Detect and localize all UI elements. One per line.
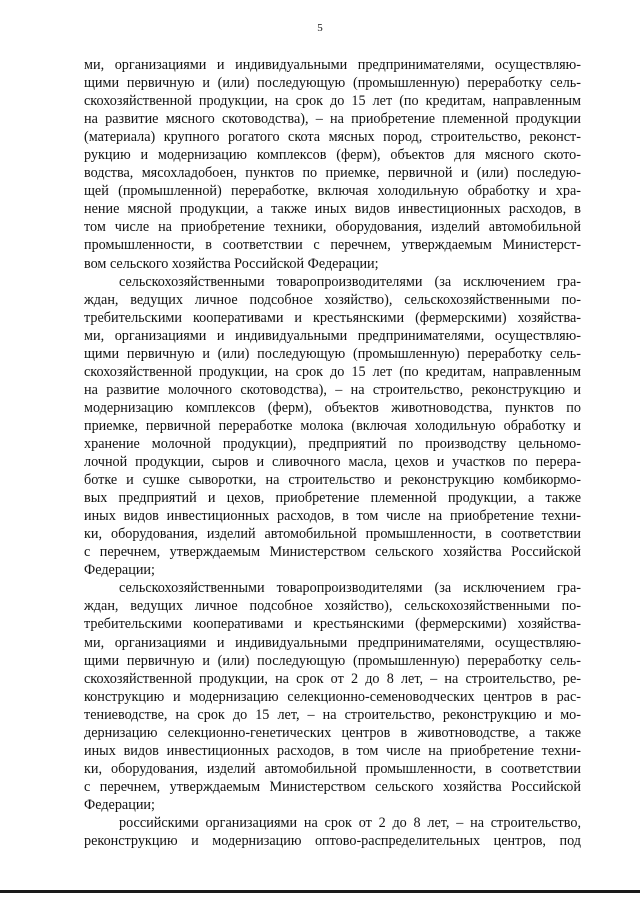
text-line: модернизацию комплексов (ферм), объектов животноводства, пунктов по (84, 399, 581, 416)
text-line: нение мясной продукции, а также иных видов инвестиционных расходов, в (84, 201, 581, 218)
text-line: ми, организациями и индивидуальными предпринимателями, осуществляю- (84, 634, 581, 651)
text-line: водства, мясохладобоен, пунктов по приемке, первичной и (или) последую- (84, 165, 581, 182)
text-line: вом сельского хозяйства Российской Федерации; (84, 255, 379, 272)
text-line: сельскохозяйственными товаропроизводителями (за исключением гра- (119, 273, 581, 290)
text-line: с перечнем, утверждаемым Министерством сельского хозяйства Российской (84, 778, 581, 795)
text-line: щими первичную и (или) последующую (промышленную) переработку сель- (84, 75, 581, 92)
text-line: рукцию и модернизацию комплексов (ферм), объектов для мясного ското- (84, 147, 581, 164)
text-line: ждан, ведущих личное подсобное хозяйство), сельскохозяйственными по- (84, 598, 581, 615)
text-line: том числе на приобретение техники, оборудования, изделий автомобильной (84, 219, 581, 236)
text-line: щей (промышленной) переработке, включая холодильную обработку и хра- (84, 183, 581, 200)
text-line: щими первичную и (или) последующую (промышленную) переработку сель- (84, 652, 581, 669)
text-line: Федерации; (84, 562, 155, 579)
text-line: лочной продукции, сыров и сливочного масла, цехов и участков по перера- (84, 454, 581, 471)
body-text (84, 56, 581, 850)
text-line: иных видов инвестиционных расходов, в том числе на приобретение техни- (84, 742, 581, 759)
text-line: Федерации; (84, 796, 155, 813)
text-line: иных видов инвестиционных расходов, в том числе на приобретение техни- (84, 508, 581, 525)
text-line: промышленности, в соответствии с перечнем, утверждаемым Министерст- (84, 237, 581, 254)
page-number: 5 (317, 22, 323, 34)
text-line: ждан, ведущих личное подсобное хозяйство), сельскохозяйственными по- (84, 291, 581, 308)
text-line: тениеводстве, на срок до 15 лет, – на строительство, реконструкцию и мо- (84, 706, 581, 723)
text-line: требительскими кооперативами и крестьянскими (фермерскими) хозяйства- (84, 309, 581, 326)
text-line: ки, оборудования, изделий автомобильной промышленности, в соответствии (84, 760, 581, 777)
text-line: на развитие мясного скотоводства), – на приобретение племенной продукции (84, 111, 581, 128)
text-line: скохозяйственной продукции, на срок до 15 лет (по кредитам, направленным (84, 93, 581, 110)
text-line: с перечнем, утверждаемым Министерством сельского хозяйства Российской (84, 544, 581, 561)
text-line: реконструкцию и модернизацию оптово-распределительных центров, под (84, 833, 581, 850)
text-line: приемке, первичной переработке молока (включая холодильную обработку и (84, 417, 581, 434)
text-line: дернизацию селекционно-генетических центров в животноводстве, а также (84, 724, 581, 741)
page-bottom-rule (0, 890, 640, 893)
text-line: ми, организациями и индивидуальными предпринимателями, осуществляю- (84, 327, 581, 344)
text-line: сельскохозяйственными товаропроизводителями (за исключением гра- (119, 580, 581, 597)
text-line: скохозяйственной продукции, на срок до 15 лет (по кредитам, направленным (84, 363, 581, 380)
text-line: щими первичную и (или) последующую (промышленную) переработку сель- (84, 345, 581, 362)
text-line: скохозяйственной продукции, на срок от 2 до 8 лет, – на строительство, ре- (84, 670, 581, 687)
text-line: хранение молочной продукции), предприятий по производству цельномо- (84, 435, 581, 452)
text-line: вых предприятий и цехов, приобретение племенной продукции, а также (84, 490, 581, 507)
text-line: ки, оборудования, изделий автомобильной промышленности, в соответствии (84, 526, 581, 543)
text-line: конструкцию и модернизацию селекционно-семеноводческих центров в рас- (84, 688, 581, 705)
text-line: на развитие молочного скотоводства), – на строительство, реконструкцию и (84, 381, 581, 398)
text-line: российскими организациями на срок от 2 до 8 лет, – на строительство, (119, 814, 581, 831)
text-line: (материала) крупного рогатого скота мясных пород, строительство, реконст- (84, 129, 581, 146)
text-line: ботке и сушке сыворотки, на строительство и реконструкцию комбикормо- (84, 472, 581, 489)
text-line: требительскими кооперативами и крестьянскими (фермерскими) хозяйства- (84, 616, 581, 633)
text-line: ми, организациями и индивидуальными предпринимателями, осуществляю- (84, 57, 581, 73)
